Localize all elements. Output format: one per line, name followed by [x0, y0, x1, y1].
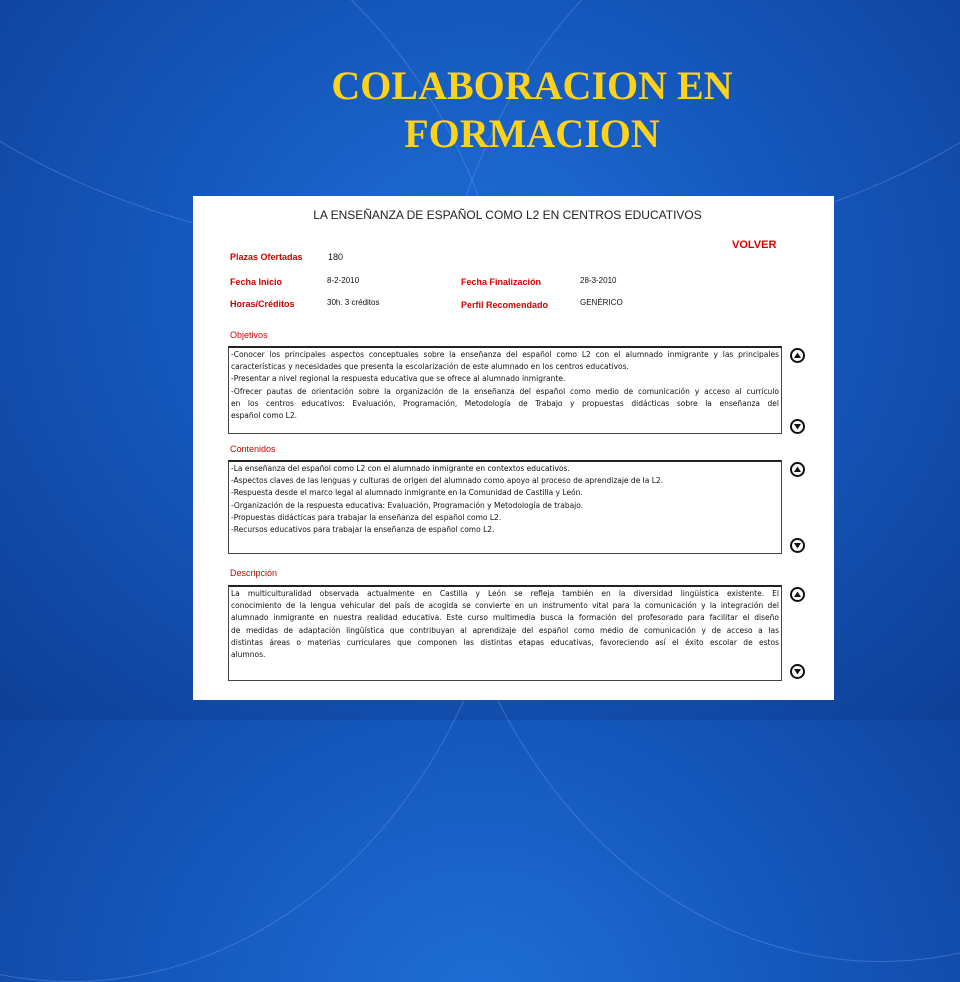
scroll-up-icon[interactable] — [790, 348, 805, 363]
perfil-value: GENÉRICO — [580, 298, 623, 307]
plazas-label: Plazas Ofertadas — [230, 252, 303, 262]
scroll-up-icon[interactable] — [790, 587, 805, 602]
slide-title — [0, 62, 960, 158]
perfil-label: Perfil Recomendado — [461, 300, 549, 310]
slide-title-line: COLABORACION EN — [331, 63, 733, 108]
objetivos-line: en los centros educativos: Evaluación, Programación, Metodología de Trabajo y propuestas didácticas sobre la enseñanza del — [231, 398, 779, 408]
course-title: LA ENSEÑANZA DE ESPAÑOL COMO L2 EN CENTROS EDUCATIVOS — [313, 208, 702, 222]
descripcion-textarea[interactable] — [228, 585, 782, 681]
fecha-inicio-label: Fecha Inicio — [230, 277, 283, 287]
descripcion-label: Descripción — [230, 568, 278, 578]
objetivos-line: español como L2. — [231, 410, 298, 420]
slide-title-line: FORMACION — [404, 111, 660, 156]
fecha-inicio-value: 8-2-2010 — [327, 276, 360, 285]
descripcion-line: conocimiento de la lengua vehicular del país de acogida se convierte en un instrumento vital para la comunicación y la integración del — [231, 601, 779, 611]
fecha-fin-label: Fecha Finalización — [461, 277, 542, 287]
contenidos-line: -Recursos educativos para trabajar la enseñanza de español como L2. — [231, 525, 495, 535]
scroll-down-icon[interactable] — [790, 419, 805, 434]
contenidos-line: -La enseñanza del español como L2 con el alumnado inmigrante en contextos educativos. — [231, 464, 570, 473]
descripcion-line: de medidas de adaptación lingüística que contribuyan al aprendizaje del español como medio de comunicación y de acceso a las — [231, 625, 779, 635]
descripcion-line: distintas áreas o materias curriculares que componen las distintas etapas educativas, favoreciendo así el éxito escolar de estos — [231, 637, 779, 647]
descripcion-line: alumnado inmigrante en nuestra realidad educativa. Este curso multimedia busca la formación del profesorado para facilitar el diseño — [231, 613, 779, 623]
horas-value: 30h. 3 créditos — [327, 298, 380, 307]
course-screenshot — [193, 196, 834, 700]
objetivos-label: Objetivos — [230, 330, 268, 340]
contenidos-line: -Propuestas didácticas para trabajar la enseñanza del español como L2. — [231, 512, 502, 522]
descripcion-line: La multiculturalidad observada actualmente en Castilla y León se refleja también en la diversidad lingüística existente. El — [231, 589, 779, 598]
objetivos-line: características y necesidades que presenta la escolarización de este alumnado en los centros educativos. — [231, 362, 629, 372]
contenidos-label: Contenidos — [230, 444, 276, 454]
scroll-down-icon[interactable] — [790, 538, 805, 553]
contenidos-line: -Organización de la respuesta educativa: Evaluación, Programación y Metodología de trabajo. — [231, 500, 584, 510]
plazas-value: 180 — [328, 252, 344, 262]
objetivos-line: -Conocer los principales aspectos conceptuales sobre la enseñanza del español como L2 con el alumnado inmigrante y las principales — [231, 350, 779, 359]
fecha-fin-value: 28-3-2010 — [580, 276, 617, 285]
contenidos-textarea[interactable] — [228, 460, 782, 554]
descripcion-line: alumnos. — [231, 649, 266, 659]
objetivos-line: -Ofrecer pautas de orientación sobre la organización de la enseñanza del español como medio de comunicación y acceso al currículo — [231, 386, 779, 396]
horas-label: Horas/Créditos — [230, 299, 295, 309]
contenidos-line: -Aspectos claves de las lenguas y culturas de origen del alumnado como apoyo al proceso de aprendizaje de la L2. — [231, 476, 664, 486]
objetivos-textarea[interactable] — [228, 346, 782, 434]
volver-link[interactable]: VOLVER — [732, 239, 777, 251]
contenidos-line: -Respuesta desde el marco legal al alumnado inmigrante en la Comunidad de Castilla y León. — [231, 488, 583, 498]
scroll-up-icon[interactable] — [790, 462, 805, 477]
objetivos-line: -Presentar a nivel regional la respuesta educativa que se ofrece al alumnado inmigrante. — [231, 374, 566, 384]
scroll-down-icon[interactable] — [790, 664, 805, 679]
